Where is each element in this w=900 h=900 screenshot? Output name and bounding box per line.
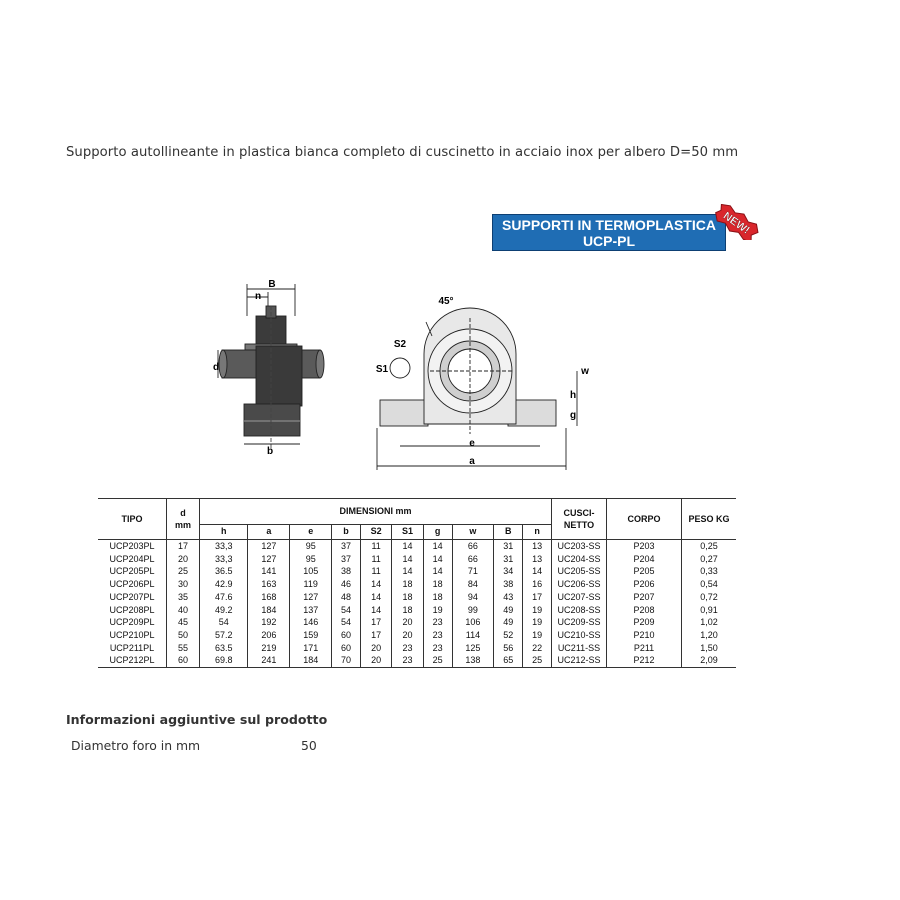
table-cell: 19 (523, 629, 552, 642)
banner-line1: SUPPORTI IN TERMOPLASTICA (502, 217, 716, 233)
table-cell: 19 (523, 604, 552, 617)
table-cell: 13 (523, 540, 552, 553)
table-cell: 69.8 (200, 654, 248, 667)
table-cell: 42.9 (200, 578, 248, 591)
table-cell: 0,33 (700, 566, 718, 577)
table-row (98, 578, 736, 591)
table-cell: 55 (167, 642, 200, 655)
table-cell: 66 (452, 540, 494, 553)
table-cell: 18 (423, 578, 452, 591)
table-row (98, 642, 736, 655)
table-cell: UCP212PL (98, 654, 167, 667)
table-cell: 17 (167, 540, 200, 553)
table-cell: UCP203PL (98, 540, 167, 553)
header-w: w (452, 524, 494, 539)
header-g: g (423, 524, 452, 539)
table-cell: 14 (360, 578, 391, 591)
table-cell: 20 (360, 654, 391, 667)
table-cell: P206 (607, 578, 682, 591)
table-row (98, 654, 736, 667)
header-peso: PESO KG (682, 499, 737, 540)
table-cell: P208 (607, 604, 682, 617)
table-cell: 34 (494, 565, 523, 578)
table-cell: 23 (423, 629, 452, 642)
product-banner (492, 214, 726, 251)
table-cell: UCP211PL (98, 642, 167, 655)
table-cell: P203 (607, 540, 682, 553)
table-cell: 14 (392, 540, 423, 553)
technical-drawing (200, 276, 590, 476)
specification-table (98, 498, 736, 668)
table-cell: 70 (332, 654, 361, 667)
table-cell: 0,27 (700, 553, 718, 564)
table-cell: 11 (360, 540, 391, 553)
table-cell: 20 (392, 616, 423, 629)
table-cell: UC210-SS (552, 629, 607, 642)
table-cell: 19 (523, 616, 552, 629)
table-cell: 38 (494, 578, 523, 591)
table-cell: 17 (360, 616, 391, 629)
table-cell: 54 (200, 616, 248, 629)
table-cell: 95 (290, 540, 332, 553)
table-cell: 0,25 (682, 540, 737, 553)
table-cell: 14 (360, 591, 391, 604)
header-n: n (523, 524, 552, 539)
table-cell: 119 (290, 578, 332, 591)
table-cell: 17 (360, 629, 391, 642)
header-B: B (494, 524, 523, 539)
table-cell: 31 (494, 553, 523, 566)
table-cell: P210 (607, 629, 682, 642)
label-h: h (569, 390, 577, 401)
header-cuscinetto: CUSCI- NETTO (552, 499, 607, 540)
header-a: a (248, 524, 290, 539)
table-cell: 47.6 (200, 591, 248, 604)
table-cell: UC203-SS (552, 540, 607, 553)
table-cell: 16 (523, 578, 552, 591)
table-cell: UC209-SS (552, 616, 607, 629)
table-cell: 0,54 (700, 579, 718, 590)
info-title: Informazioni aggiuntive sul prodotto (66, 712, 328, 727)
table-cell: 18 (392, 578, 423, 591)
header-d (167, 499, 200, 540)
table-cell: 14 (423, 540, 452, 553)
table-cell: 18 (392, 591, 423, 604)
table-cell: 1,02 (700, 617, 718, 628)
table-cell: 37 (332, 540, 361, 553)
table-cell: 94 (452, 591, 494, 604)
table-cell: 192 (248, 616, 290, 629)
table-row (98, 565, 736, 578)
info-label-diametro: Diametro foro in mm (71, 738, 201, 753)
table-cell: 95 (290, 553, 332, 566)
table-cell: P209 (607, 616, 682, 629)
table-cell: 84 (452, 578, 494, 591)
table-cell: 106 (452, 616, 494, 629)
header-corpo: CORPO (607, 499, 682, 540)
table-cell: 20 (392, 629, 423, 642)
header-d-unit: mm (174, 520, 191, 530)
table-cell: 56 (494, 642, 523, 655)
table-cell: UC208-SS (552, 604, 607, 617)
product-description: Supporto autollineante in plastica bianca completo di cuscinetto in acciaio inox per albero D=50 mm (66, 145, 739, 160)
table-cell: 60 (167, 654, 200, 667)
table-cell: UCP209PL (98, 616, 167, 629)
table-cell: 14 (423, 553, 452, 566)
table-cell: 35 (167, 591, 200, 604)
table-cell: 25 (423, 654, 452, 667)
table-cell: 206 (248, 629, 290, 642)
table-cell: 71 (452, 565, 494, 578)
header-tipo: TIPO (98, 499, 167, 540)
table-row (98, 629, 736, 642)
table-cell: P207 (607, 591, 682, 604)
label-b: b (266, 446, 274, 457)
table-cell: 50 (167, 629, 200, 642)
table-cell: 184 (248, 604, 290, 617)
label-g: g (569, 410, 577, 421)
table-cell: UCP210PL (98, 629, 167, 642)
header-h: h (200, 524, 248, 539)
label-angle: 45° (438, 296, 454, 307)
table-cell: P204 (607, 553, 682, 566)
table-cell: 33,3 (200, 553, 248, 566)
banner-line2: UCP-PL (582, 233, 636, 249)
table-cell: 219 (248, 642, 290, 655)
table-cell: 159 (290, 629, 332, 642)
table-cell: 114 (452, 629, 494, 642)
table-cell: 137 (290, 604, 332, 617)
label-e: e (469, 438, 475, 449)
table-cell: 23 (423, 642, 452, 655)
table-cell: 11 (360, 565, 391, 578)
table-cell: 127 (248, 553, 290, 566)
table-cell: 25 (167, 565, 200, 578)
header-dimensioni: DIMENSIONI mm (200, 499, 552, 525)
new-stamp-text: NEW! (720, 210, 752, 237)
table-cell: 14 (523, 565, 552, 578)
table-cell: 40 (167, 604, 200, 617)
table-cell: 163 (248, 578, 290, 591)
table-cell: 63.5 (200, 642, 248, 655)
table-cell: 36.5 (200, 565, 248, 578)
table-cell: 57.2 (200, 629, 248, 642)
label-S2: S2 (393, 339, 407, 350)
table-cell: 38 (332, 565, 361, 578)
table-cell: 46 (332, 578, 361, 591)
table-cell: 146 (290, 616, 332, 629)
table-cell: 241 (248, 654, 290, 667)
table-cell: 18 (423, 591, 452, 604)
new-stamp (708, 204, 764, 240)
table-cell: 127 (248, 540, 290, 553)
table-cell: 19 (423, 604, 452, 617)
table-cell: 54 (332, 604, 361, 617)
header-d-label: d (180, 508, 186, 518)
table-cell: UCP206PL (98, 578, 167, 591)
label-n: n (254, 291, 262, 302)
table-cell: 127 (290, 591, 332, 604)
label-a: a (469, 456, 475, 467)
table-cell: 11 (360, 553, 391, 566)
table-cell: UCP205PL (98, 565, 167, 578)
table-cell: 22 (523, 642, 552, 655)
table-cell: 25 (523, 654, 552, 667)
table-cell: 60 (332, 629, 361, 642)
table-cell: 54 (332, 616, 361, 629)
table-cell: 23 (392, 642, 423, 655)
info-value-diametro: 50 (301, 738, 317, 753)
table-cell: 66 (452, 553, 494, 566)
table-row (98, 616, 736, 629)
table-cell: 14 (392, 553, 423, 566)
table-row (98, 540, 736, 553)
table-cell: 14 (360, 604, 391, 617)
table-cell: UC211-SS (552, 642, 607, 655)
table-cell: UC212-SS (552, 654, 607, 667)
table-cell: 60 (332, 642, 361, 655)
table-cell: P211 (607, 642, 682, 655)
table-cell: 0,72 (700, 591, 718, 602)
table-row (98, 604, 736, 617)
header-S1: S1 (392, 524, 423, 539)
table-cell: 125 (452, 642, 494, 655)
table-cell: 33,3 (200, 540, 248, 553)
table-cell: UCP204PL (98, 553, 167, 566)
table-cell: 20 (360, 642, 391, 655)
table-cell: UC205-SS (552, 565, 607, 578)
table-cell: 23 (392, 654, 423, 667)
header-e: e (290, 524, 332, 539)
table-cell: UC204-SS (552, 553, 607, 566)
table-cell: UC207-SS (552, 591, 607, 604)
table-cell: 2,09 (682, 654, 737, 667)
table-cell: 49 (494, 604, 523, 617)
label-S1: S1 (375, 364, 389, 375)
table-cell: 184 (290, 654, 332, 667)
table-cell: 18 (392, 604, 423, 617)
label-w: w (581, 366, 589, 377)
table-row (98, 553, 736, 566)
table-cell: 99 (452, 604, 494, 617)
table-cell: 1,50 (700, 642, 718, 653)
header-S2: S2 (360, 524, 391, 539)
table-cell: UC206-SS (552, 578, 607, 591)
table-cell: 48 (332, 591, 361, 604)
front-view (377, 308, 590, 470)
table-cell: 20 (167, 553, 200, 566)
table-cell: 17 (523, 591, 552, 604)
table-cell: 30 (167, 578, 200, 591)
header-b: b (332, 524, 361, 539)
table-cell: 171 (290, 642, 332, 655)
table-cell: 45 (167, 616, 200, 629)
table-cell: 1,20 (700, 629, 718, 640)
table-cell: 43 (494, 591, 523, 604)
table-cell: 14 (392, 565, 423, 578)
side-view (218, 284, 324, 448)
table-cell: 105 (290, 565, 332, 578)
table-cell: UCP207PL (98, 591, 167, 604)
table-cell: 0,91 (700, 604, 718, 615)
table-cell: 13 (523, 553, 552, 566)
table-cell: 23 (423, 616, 452, 629)
table-cell: 138 (452, 654, 494, 667)
label-d: d (212, 362, 220, 373)
table-cell: P205 (607, 565, 682, 578)
table-cell: 49.2 (200, 604, 248, 617)
table-cell: 65 (494, 654, 523, 667)
label-B: B (268, 279, 276, 290)
table-cell: 49 (494, 616, 523, 629)
table-cell: 141 (248, 565, 290, 578)
table-cell: 168 (248, 591, 290, 604)
table-cell: P212 (607, 654, 682, 667)
table-cell: 14 (423, 565, 452, 578)
table-cell: 31 (494, 540, 523, 553)
table-row (98, 591, 736, 604)
table-cell: UCP208PL (98, 604, 167, 617)
table-cell: 37 (332, 553, 361, 566)
table-cell: 52 (494, 629, 523, 642)
